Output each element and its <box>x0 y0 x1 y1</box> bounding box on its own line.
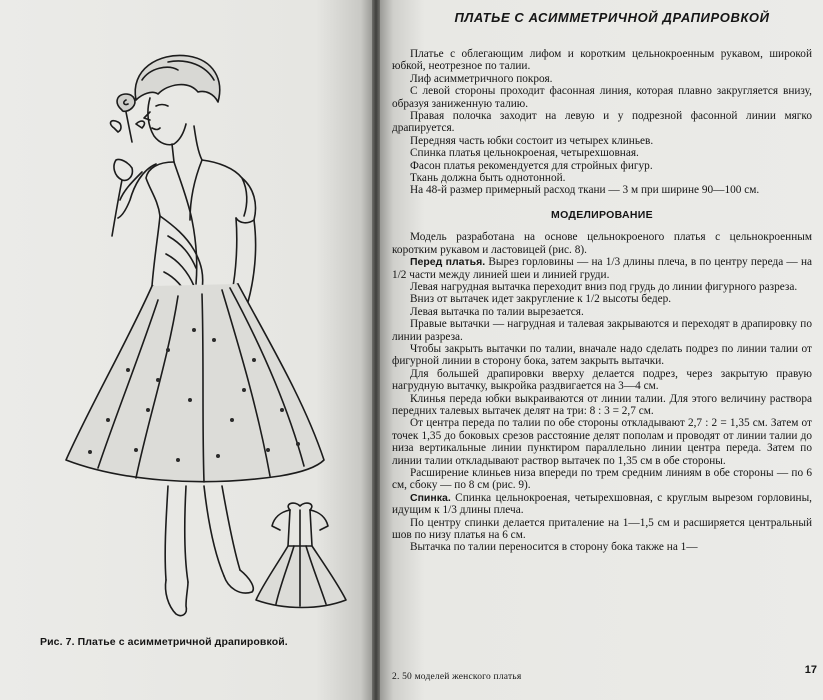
paragraph: Передняя часть юбки состоит из четырех клиньев. <box>410 134 654 147</box>
paragraph-text: Вниз от вытачек идет закругление к 1/2 высоты бедер. <box>410 293 672 306</box>
paragraph: На 48-й размер примерный расход ткани — 3 м при ширине 90—100 см. <box>410 184 760 197</box>
paragraph-text: Вытачка по талии переносится в сторону бока также на 1— <box>410 541 698 554</box>
body-text <box>392 48 812 554</box>
paragraph <box>392 281 812 293</box>
paragraph <box>392 417 812 467</box>
paragraph <box>392 467 812 492</box>
paragraph <box>392 517 812 542</box>
paragraph <box>392 492 812 517</box>
dress-illustration <box>18 40 358 640</box>
paragraph-lead: Спинка. <box>410 491 451 504</box>
page-footer: 2. 50 моделей женского платья <box>392 672 522 682</box>
paragraph <box>392 541 812 553</box>
paragraph-text: Левая нагрудная вытачка переходит вниз под грудь до линии фигурного разреза. <box>410 280 798 293</box>
paragraph: Лиф асимметричного покроя. <box>410 72 553 85</box>
paragraph-text: Правые вытачки — нагрудная и талевая закрываются и переходят в драпировку по линии разреза. <box>392 318 812 343</box>
paragraph-text: Чтобы закрыть вытачки по талии, вначале надо сделать подрез по линии талии от фигурной линии в сторону бока, затем закрыть вытачки. <box>392 342 812 368</box>
paragraph: Фасон платья рекомендуется для стройных фигур. <box>410 159 653 172</box>
paragraph-text: От центра переда по талии по обе стороны откладывают 2,7 : 2 = 1,35 см. Затем от точек 1,35 до боковых срезов расстояние делят пополам и проводят от линии талии до низа вертикальные линии пунктиром параллельно линии центра переда. Затем по линии талии откладывают раствор вытачек по 1,35 см в обе стороны. <box>392 417 812 467</box>
paragraph <box>392 318 812 343</box>
page-title: ПЛАТЬЕ С АСИММЕТРИЧНОЙ ДРАПИРОВКОЙ <box>454 10 770 25</box>
paragraph <box>392 293 812 305</box>
right-page <box>380 0 823 700</box>
page-number: 17 <box>804 664 817 676</box>
paragraph: Спинка платья цельнокроеная, четырехшовная. <box>410 147 639 160</box>
paragraph-text: Клинья переда юбки выкраиваются от линии талии. Для этого величину раствора передних талевых вытачек делят на три: 8 : 3 = 2,7 см. <box>392 392 812 417</box>
book-gutter <box>372 0 380 700</box>
paragraph: С левой стороны проходит фасонная линия, которая плавно закругляется внизу, образуя заниженную талию. <box>392 85 812 110</box>
paragraph <box>392 256 812 281</box>
paragraph-lead: Перед платья. <box>410 256 486 269</box>
figure-caption: Рис. 7. Платье с асимметричной драпировкой. <box>40 636 288 648</box>
paragraph: Платье с облегающим лифом и коротким цельнокроенным рукавом, широкой юбкой, неотрезное по талии. <box>392 48 812 73</box>
paragraph-text: Расширение клиньев низа впереди по трем средним линиям в обе стороны — по 6 см, сбоку — по 8 см (рис. 9). <box>392 467 812 492</box>
paragraph-text: Для большей драпировки вверху делается подрез, через закрытую правую нагрудную вытачку, выкройка раздвигается на 3—4 см. <box>392 367 812 393</box>
section-heading: МОДЕЛИРОВАНИЕ <box>551 208 653 221</box>
paragraph <box>392 306 812 318</box>
paragraph <box>392 231 812 256</box>
paragraph-text: По центру спинки делается приталение на 1—1,5 см и расширяется центральный шов по низу платья на 6 см. <box>392 516 812 542</box>
left-page <box>0 0 372 700</box>
paragraph: Правая полочка заходит на левую и у подрезной фасонной линии мягко драпируется. <box>392 110 812 135</box>
paragraph-text: Спинка цельнокроеная, четырехшовная, с круглым вырезом горловины, идущим к 1/3 длины плеча. <box>392 491 812 517</box>
paragraph-text: Модель разработана на основе цельнокроеного платья с цельнокроенным коротким рукавом и ластовицей (рис. 8). <box>392 231 812 256</box>
paragraph-text: Вырез горловины — на 1/3 длины плеча, в по центру переда — на 1/2 части между линией шеи и линией груди. <box>392 256 813 281</box>
paragraph <box>392 393 812 418</box>
paragraph-text: Левая вытачка по талии вырезается. <box>410 305 584 318</box>
paragraph: Ткань должна быть однотонной. <box>410 172 566 185</box>
paragraph <box>392 368 812 393</box>
paragraph <box>392 343 812 368</box>
